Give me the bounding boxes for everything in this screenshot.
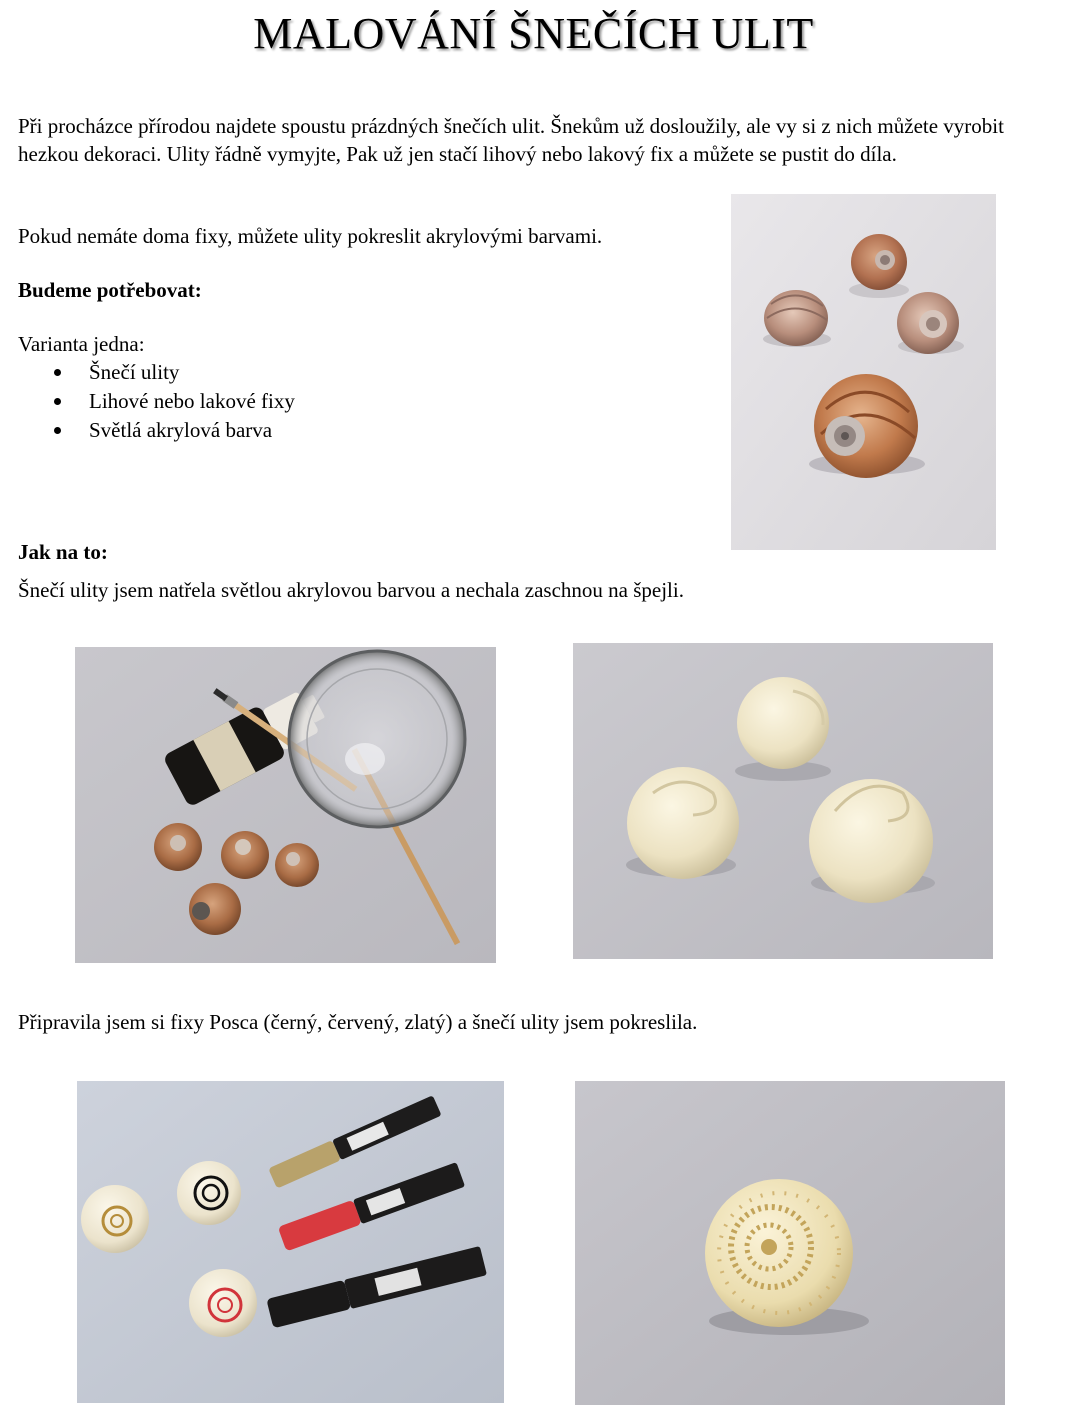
list-item: [18, 358, 295, 387]
list-item: [18, 387, 295, 416]
step-one-text: Šnečí ulity jsem natřela světlou akrylovou barvou a nechala zaschnou na špejli.: [18, 578, 684, 602]
intro-paragraph: Při procházce přírodou najdete spoustu prázdných šnečích ulit. Šnekům už dosloužily, ale vy si z nich můžete vyrobit hezkou dekoraci. Ulity řádně vymyjte, Pak už jen stačí lihový nebo lakový fix a můžete se pustit do díla.: [18, 114, 1004, 166]
bullet-icon: [54, 427, 61, 434]
acrylic-note: Pokud nemáte doma fixy, můžete ulity pokreslit akrylovými barvami.: [18, 224, 603, 248]
bullet-icon: [54, 398, 61, 405]
photo-painted-shells: [573, 643, 993, 959]
bullet-icon: [54, 369, 61, 376]
list-item: [18, 416, 295, 445]
list-item-label: Lihové nebo lakové fixy: [89, 389, 295, 413]
list-item-label: Šnečí ulity: [89, 360, 180, 384]
materials-list: [18, 358, 295, 445]
step-two-text: Připravila jsem si fixy Posca (černý, červený, zlatý) a šnečí ulity jsem pokreslila.: [18, 1010, 698, 1034]
photo-gold-decorated-shell: [575, 1081, 1005, 1405]
instructions-heading: Jak na to:: [18, 540, 108, 564]
list-item-label: Světlá akrylová barva: [89, 418, 273, 442]
materials-heading: Budeme potřebovat:: [18, 278, 202, 302]
photo-raw-shells: [731, 194, 996, 550]
photo-markers-and-shells: [77, 1081, 504, 1403]
variant-label: Varianta jedna:: [18, 332, 145, 356]
photo-paint-supplies: [75, 647, 496, 963]
page-title: MALOVÁNÍ ŠNEČÍCH ULIT: [253, 9, 814, 58]
